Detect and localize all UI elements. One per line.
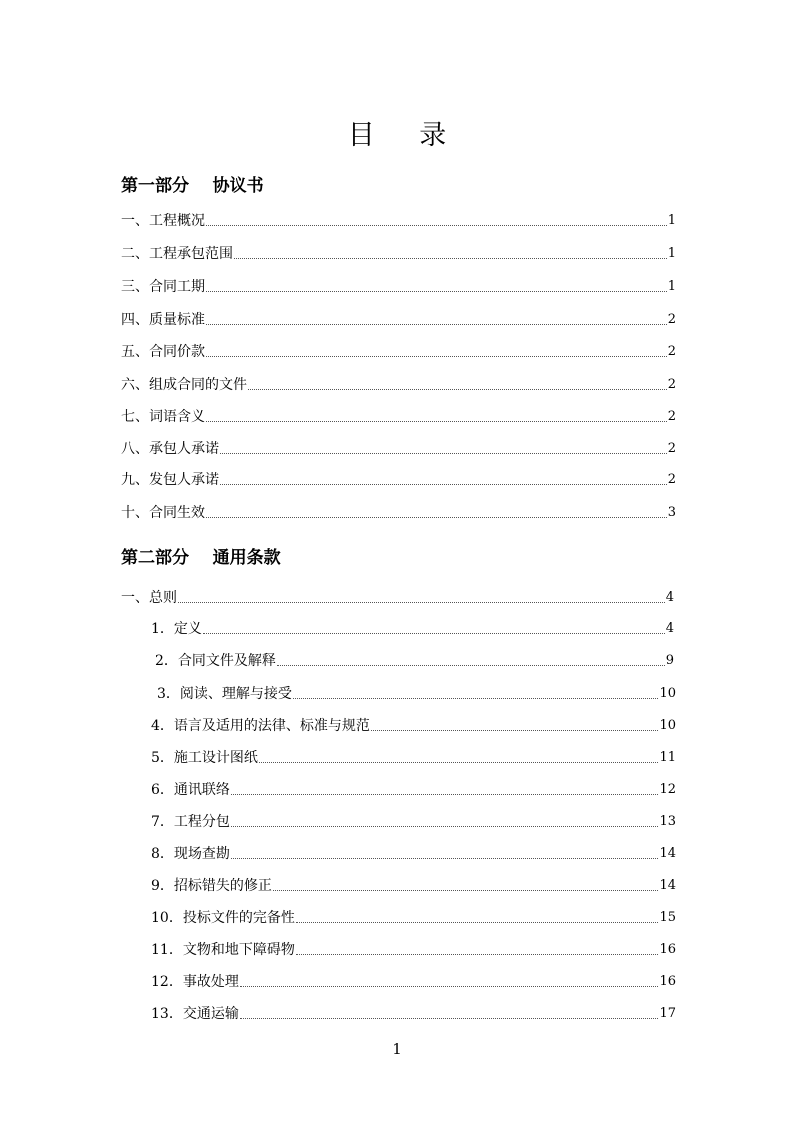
toc-entry-page: 2 — [667, 441, 676, 456]
page-title: 目 录 — [347, 120, 465, 151]
toc-entry-page: 1 — [667, 279, 676, 294]
toc-entry-page: 1 — [667, 246, 676, 261]
toc-entry-page: 2 — [667, 312, 676, 327]
toc-entry-page: 14 — [659, 846, 676, 861]
dot-leader — [220, 452, 667, 454]
part-heading-general-terms: 第二部分 通用条款 — [121, 548, 281, 568]
dot-leader — [240, 985, 659, 987]
toc-entry-label: 12．事故处理 — [151, 974, 239, 990]
dot-leader — [240, 1017, 659, 1019]
dot-leader — [259, 761, 659, 763]
toc-entry-page: 14 — [659, 878, 676, 893]
toc-entry-label: 2．合同文件及解释 — [155, 653, 276, 669]
toc-entry[interactable] — [151, 780, 676, 800]
toc-entry-label: 一、工程概况 — [121, 213, 205, 229]
dot-leader — [206, 420, 667, 422]
dot-leader — [296, 953, 659, 955]
dot-leader — [206, 323, 667, 325]
toc-entry[interactable] — [151, 748, 676, 768]
toc-entry[interactable] — [121, 588, 674, 608]
toc-entry[interactable] — [121, 407, 676, 427]
toc-entry-page: 15 — [659, 910, 676, 925]
toc-entry-label: 五、合同价款 — [121, 344, 205, 360]
toc-entry[interactable] — [151, 812, 676, 832]
toc-entry-label: 四、质量标准 — [121, 312, 205, 328]
dot-leader — [296, 921, 659, 923]
dot-leader — [231, 793, 659, 795]
toc-entry-page: 13 — [659, 814, 676, 829]
toc-entry[interactable] — [151, 876, 676, 896]
dot-leader — [293, 697, 659, 699]
toc-entry-label: 9．招标错失的修正 — [151, 878, 272, 894]
dot-leader — [248, 388, 667, 390]
toc-entry-page: 2 — [667, 472, 676, 487]
toc-entry[interactable] — [151, 1004, 676, 1024]
toc-entry[interactable] — [121, 470, 676, 490]
dot-leader — [203, 632, 665, 634]
dot-leader — [206, 290, 667, 292]
dot-leader — [234, 257, 667, 259]
toc-entry[interactable] — [121, 277, 676, 297]
toc-entry[interactable] — [151, 716, 676, 736]
toc-entry[interactable] — [151, 844, 676, 864]
dot-leader — [206, 355, 667, 357]
toc-entry-label: 13．交通运输 — [151, 1006, 239, 1022]
toc-entry-label: 7．工程分包 — [151, 814, 230, 830]
toc-entry-label: 七、词语含义 — [121, 409, 205, 425]
toc-entry-page: 4 — [665, 590, 674, 605]
toc-entry-page: 1 — [667, 213, 676, 228]
toc-entry[interactable] — [121, 211, 676, 231]
toc-entry-label: 九、发包人承诺 — [121, 472, 219, 488]
dot-leader — [231, 825, 659, 827]
toc-entry-page: 16 — [659, 974, 676, 989]
toc-entry-label: 二、工程承包范围 — [121, 246, 233, 262]
part-heading-agreement: 第一部分 协议书 — [121, 176, 264, 196]
dot-leader — [273, 889, 659, 891]
toc-entry-page: 17 — [659, 1006, 676, 1021]
toc-entry-label: 1．定义 — [151, 621, 202, 637]
toc-entry[interactable] — [151, 972, 676, 992]
toc-entry-page: 2 — [667, 344, 676, 359]
page-number: 1 — [392, 1040, 402, 1058]
toc-entry-label: 6．通讯联络 — [151, 782, 230, 798]
toc-entry[interactable] — [155, 651, 674, 671]
toc-entry-label: 八、承包人承诺 — [121, 441, 219, 457]
toc-entry-label: 十、合同生效 — [121, 505, 205, 521]
toc-entry[interactable] — [121, 342, 676, 362]
toc-entry-page: 4 — [665, 621, 674, 636]
dot-leader — [178, 601, 665, 603]
toc-entry-page: 10 — [659, 718, 676, 733]
toc-entry-label: 一、总则 — [121, 590, 177, 606]
toc-entry-label: 4．语言及适用的法律、标准与规范 — [151, 718, 370, 734]
toc-entry-page: 11 — [659, 750, 676, 765]
toc-entry[interactable] — [121, 375, 676, 395]
toc-entry[interactable] — [121, 310, 676, 330]
toc-entry[interactable] — [151, 940, 676, 960]
toc-entry-page: 9 — [665, 653, 674, 668]
toc-entry-label: 3．阅读、理解与接受 — [157, 686, 292, 702]
toc-entry-page: 3 — [667, 505, 676, 520]
toc-entry[interactable] — [151, 619, 674, 639]
toc-entry-label: 三、合同工期 — [121, 279, 205, 295]
toc-entry-page: 2 — [667, 377, 676, 392]
toc-entry-page: 12 — [659, 782, 676, 797]
toc-entry[interactable] — [121, 244, 676, 264]
dot-leader — [206, 516, 667, 518]
toc-entry[interactable] — [121, 503, 676, 523]
toc-entry-label: 8．现场查勘 — [151, 846, 230, 862]
toc-entry-label: 六、组成合同的文件 — [121, 377, 247, 393]
dot-leader — [277, 664, 665, 666]
dot-leader — [206, 224, 667, 226]
dot-leader — [220, 483, 667, 485]
toc-entry-label: 11．文物和地下障碍物 — [151, 942, 295, 958]
toc-entry[interactable] — [151, 908, 676, 928]
toc-entry[interactable] — [157, 684, 676, 704]
dot-leader — [371, 729, 659, 731]
toc-entry-label: 5．施工设计图纸 — [151, 750, 258, 766]
dot-leader — [231, 857, 659, 859]
toc-entry-label: 10．投标文件的完备性 — [151, 910, 295, 926]
toc-entry[interactable] — [121, 439, 676, 459]
toc-entry-page: 16 — [659, 942, 676, 957]
toc-entry-page: 10 — [659, 686, 676, 701]
toc-entry-page: 2 — [667, 409, 676, 424]
